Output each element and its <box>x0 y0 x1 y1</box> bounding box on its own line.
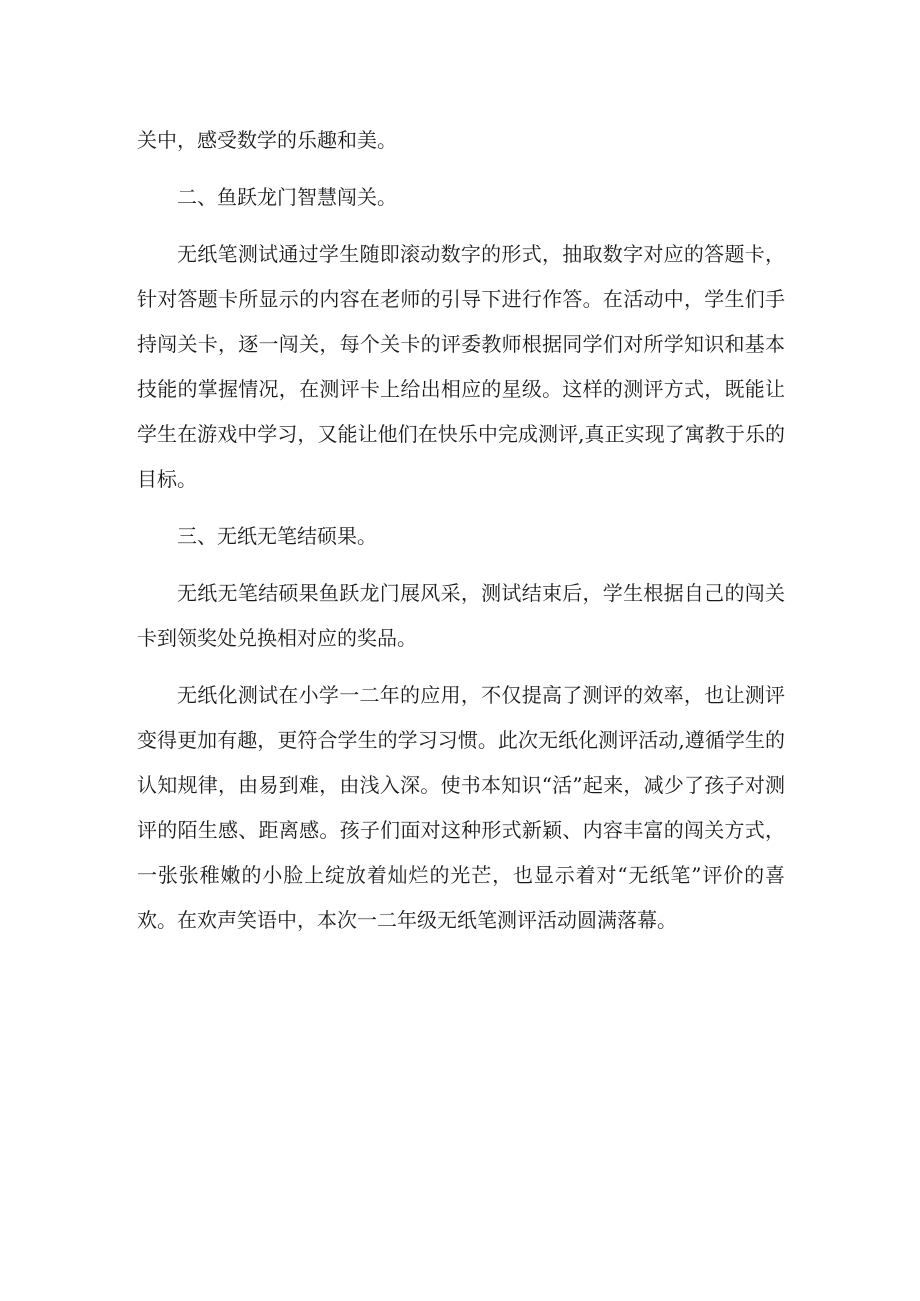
document-body <box>137 118 785 955</box>
paragraph-body: 无纸无笔结硕果鱼跃龙门展风采，测试结束后，学生根据自己的闯关卡到领奖处兑换相对应的奖品。 <box>137 581 785 650</box>
section-heading-2: 二、鱼跃龙门智慧闯关。 <box>177 185 397 209</box>
paragraph-continuation: 关中，感受数学的乐趣和美。 <box>137 128 397 152</box>
paragraph-body: 无纸笔测试通过学生随即滚动数字的形式，抽取数字对应的答题卡，针对答题卡所显示的内容在老师的引导下进行作答。在活动中，学生们手持闯关卡，逐一闯关，每个关卡的评委教师根据同学们对所学知识和基本技能的掌握情况，在测评卡上给出相应的星级。这样的测评方式，既能让学生在游戏中学习，又能让他们在快乐中完成测评,真正实现了寓教于乐的目标。 <box>137 242 785 491</box>
paragraph-body: 无纸化测试在小学一二年的应用，不仅提高了测评的效率，也让测评变得更加有趣，更符合学生的学习习惯。此次无纸化测评活动,遵循学生的认知规律，由易到难，由浅入深。使书本知识“活”起来，减少了孩子对测评的陌生感、距离感。孩子们面对这种形式新颖、内容丰富的闯关方式，一张张稚嫩的小脸上绽放着灿烂的光芒，也显示着对“无纸笔”评价的喜欢。在欢声笑语中，本次一二年级无纸笔测评活动圆满落幕。 <box>137 683 785 932</box>
section-heading-3: 三、无纸无笔结硕果。 <box>177 524 377 548</box>
